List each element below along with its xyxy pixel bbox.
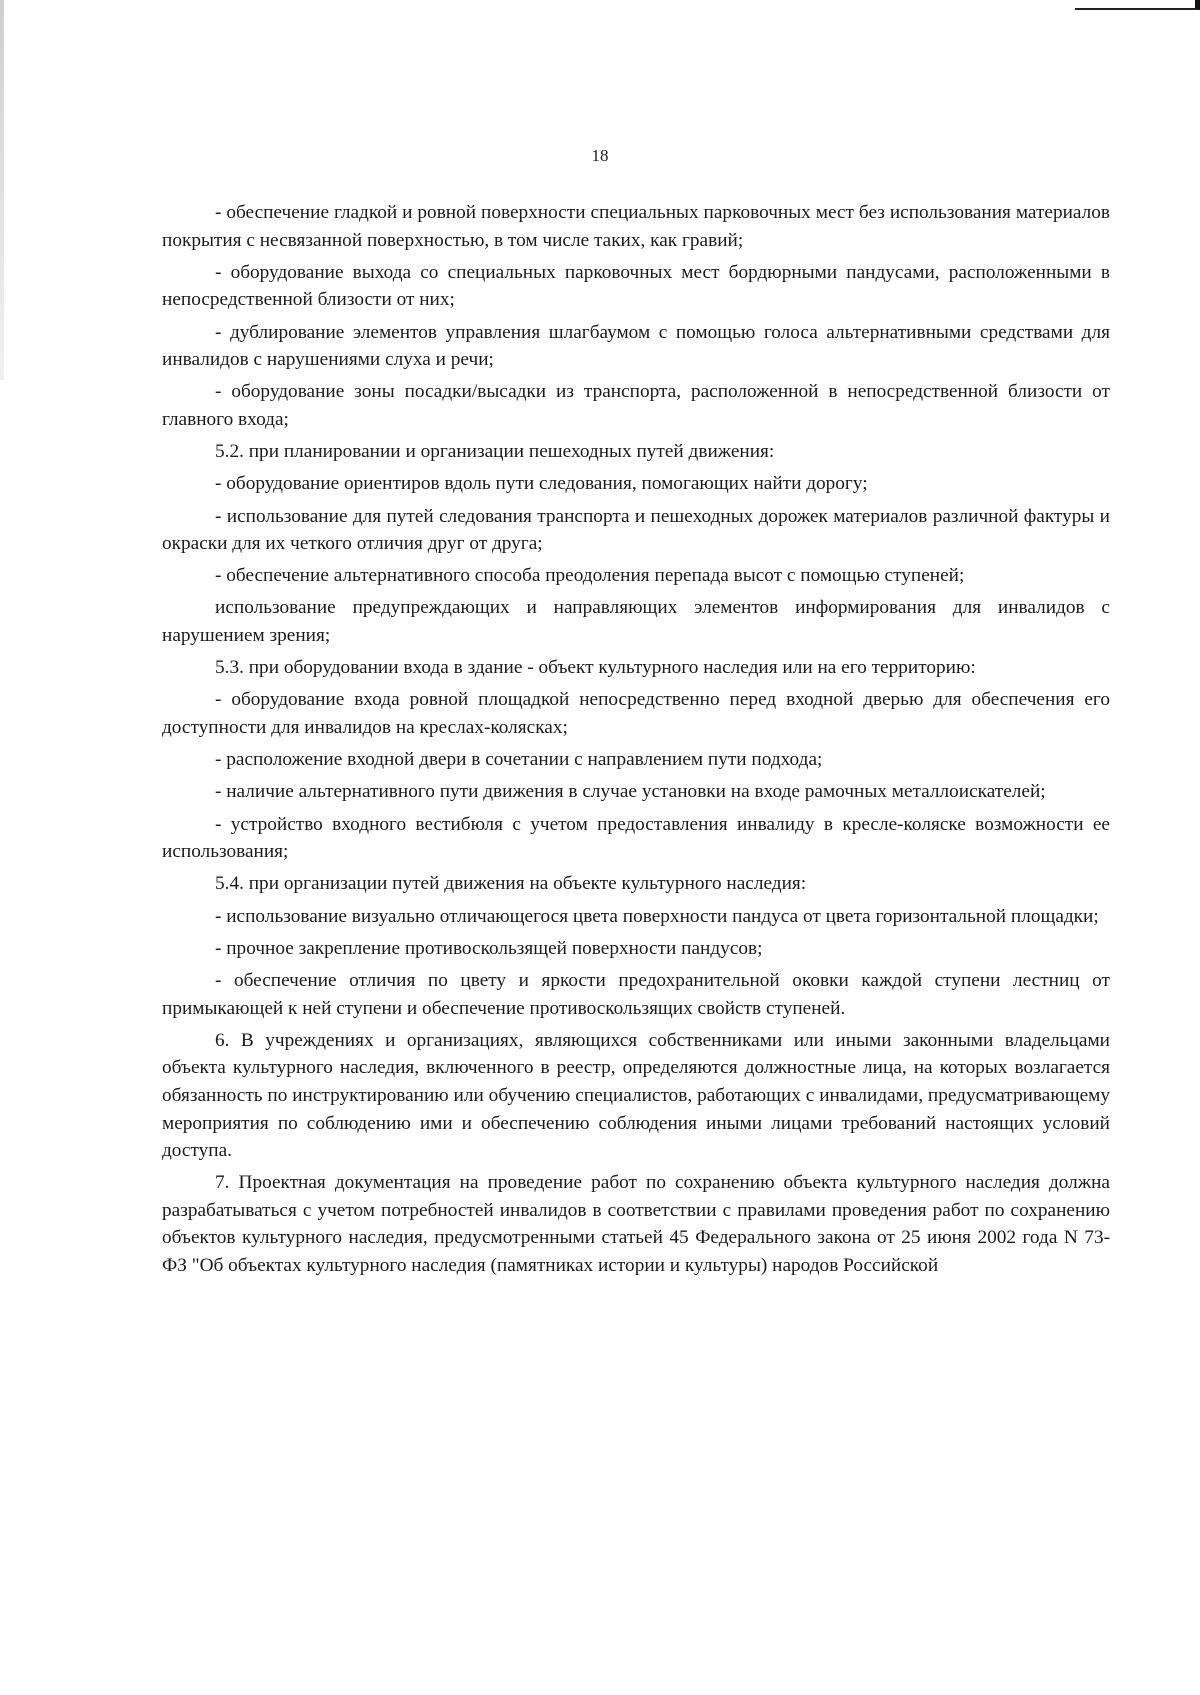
paragraph: 6. В учреждениях и организациях, являющихся собственниками или иными законными владельцами объекта культурного наследия, включенного в реестр, определяются должностные лица, на которых возлагается обязанность по инструктированию или обучению специалистов, работающих с инвалидами, предусматривающему мероприятия по соблюдению ими и обеспечению соблюдения иными лицами требований настоящих условий доступа. [162, 1029, 1110, 1162]
paragraph: - использование визуально отличающегося цвета поверхности пандуса от цвета горизонтальной площадки; [215, 905, 1099, 927]
paragraph: - наличие альтернативного пути движения в случае установки на входе рамочных металлоискателей; [215, 781, 1046, 803]
paragraph: 5.4. при организации путей движения на объекте культурного наследия: [215, 873, 807, 895]
paragraph: 5.2. при планировании и организации пешеходных путей движения: [215, 441, 775, 463]
page-number: 18 [591, 146, 609, 165]
paragraph: - дублирование элементов управления шлагбаумом с помощью голоса альтернативными средствами для инвалидов с нарушениями слуха и речи; [162, 321, 1110, 371]
paragraph: - использование для путей следования транспорта и пешеходных дорожек материалов различной фактуры и окраски для их четкого отличия друг от друга; [162, 505, 1110, 555]
paragraph: - прочное закрепление противоскользящей поверхности пандусов; [215, 937, 763, 959]
paragraph: использование предупреждающих и направляющих элементов информирования для инвалидов с нарушением зрения; [162, 597, 1110, 647]
paragraph: - оборудование зоны посадки/высадки из транспорта, расположенной в непосредственной близости от главного входа; [162, 381, 1110, 430]
paragraph: 7. Проектная документация на проведение работ по сохранению объекта культурного наследия должна разрабатываться с учетом потребностей инвалидов в соответствии с правилами проведения работ по сохранению объектов культурного наследия, предусмотренными статьей 45 Федерального закона от 25 июня 2002 года N 73-ФЗ "Об объектах культурного наследия (памятниках истории и культуры) народов Российской [162, 1172, 1110, 1277]
paragraph: - обеспечение отличия по цвету и яркости предохранительной оковки каждой ступени лестниц от примыкающей к ней ступени и обеспечение противоскользящих свойств ступеней. [162, 969, 1110, 1019]
paragraph: - расположение входной двери в сочетании с направлением пути подхода; [215, 749, 823, 771]
scan-edge-shadow [0, 0, 4, 380]
paragraph: - оборудование ориентиров вдоль пути следования, помогающих найти дорогу; [215, 473, 868, 495]
paragraph: 5.3. при оборудовании входа в здание - объект культурного наследия или на его территорию: [215, 657, 976, 679]
paragraph: - оборудование выхода со специальных парковочных мест бордюрными пандусами, расположенными в непосредственной близости от них; [162, 261, 1110, 311]
paragraph: - оборудование входа ровной площадкой непосредственно перед входной дверью для обеспечения его доступности для инвалидов на креслах-колясках; [162, 689, 1110, 739]
paragraph: - устройство входного вестибюля с учетом предоставления инвалиду в кресле-коляске возможности ее использования; [162, 813, 1110, 863]
document-body [162, 199, 1110, 1284]
paragraph: - обеспечение гладкой и ровной поверхности специальных парковочных мест без использования материалов покрытия с несвязанной поверхностью, в том числе таких, как гравий; [162, 202, 1110, 251]
scan-edge-mark [1075, 0, 1200, 10]
paragraph: - обеспечение альтернативного способа преодоления перепада высот с помощью ступеней; [215, 565, 965, 587]
